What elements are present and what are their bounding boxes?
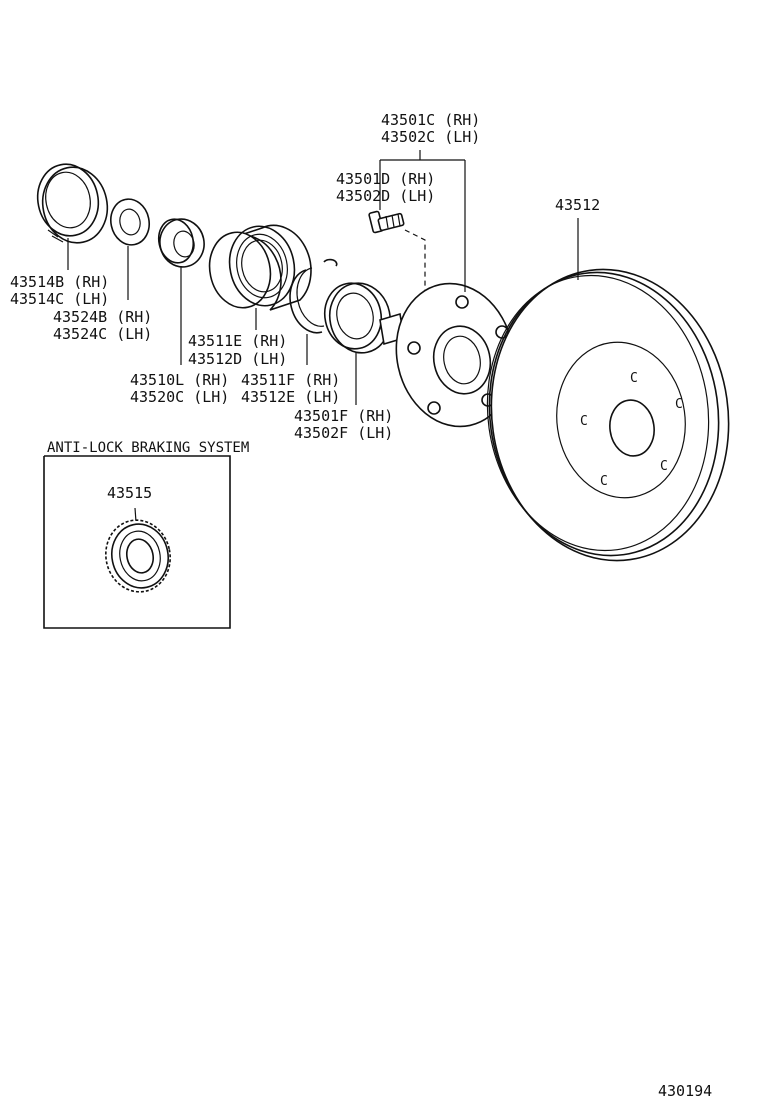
abs-title: ANTI-LOCK BRAKING SYSTEM bbox=[47, 440, 250, 456]
inner-race-lh-label: 43520C (LH) bbox=[130, 388, 230, 406]
inner-race-part[interactable] bbox=[155, 215, 209, 271]
svg-text:C: C bbox=[675, 397, 683, 412]
hub-assy-rh-label: 43501C (RH) bbox=[381, 111, 481, 129]
oil-seal-rh-label: 43514B (RH) bbox=[10, 273, 110, 291]
svg-text:C: C bbox=[660, 459, 668, 474]
hub-bolt-rh-label: 43501D (RH) bbox=[336, 170, 436, 188]
bearing-rh-label: 43511E (RH) bbox=[188, 332, 288, 350]
snap-ring-rh-label: 43511F (RH) bbox=[241, 371, 341, 389]
abs-part-label: 43515 bbox=[107, 484, 153, 502]
figure-number: 430194 bbox=[658, 1082, 713, 1100]
inner-race-rh-label: 43510L (RH) bbox=[130, 371, 230, 389]
abs-sensor-rotor[interactable] bbox=[99, 514, 177, 598]
hub-rh-label: 43501F (RH) bbox=[294, 407, 394, 425]
bearing-part[interactable] bbox=[203, 220, 311, 313]
disc-rotor-part[interactable] bbox=[470, 254, 747, 576]
svg-text:C: C bbox=[600, 474, 608, 489]
bearing-lh-label: 43512D (LH) bbox=[188, 350, 288, 368]
hub-bolt-lh-label: 43502D (LH) bbox=[336, 187, 436, 205]
oil-seal-lh-label: 43514C (LH) bbox=[10, 290, 110, 308]
svg-text:C: C bbox=[630, 371, 638, 386]
hub-lh-label: 43502F (LH) bbox=[294, 424, 394, 442]
spacer-part[interactable] bbox=[107, 196, 154, 249]
spacer-lh-label: 43524C (LH) bbox=[53, 325, 153, 343]
hub-assy-lh-label: 43502C (LH) bbox=[381, 128, 481, 146]
spacer-rh-label: 43524B (RH) bbox=[53, 308, 153, 326]
oil-seal-part[interactable] bbox=[31, 159, 114, 249]
abs-inset bbox=[44, 440, 249, 628]
hub-bolt-part[interactable] bbox=[369, 211, 404, 233]
disc-label: 43512 bbox=[555, 196, 601, 214]
svg-text:C: C bbox=[580, 414, 588, 429]
snap-ring-lh-label: 43512E (LH) bbox=[241, 388, 341, 406]
